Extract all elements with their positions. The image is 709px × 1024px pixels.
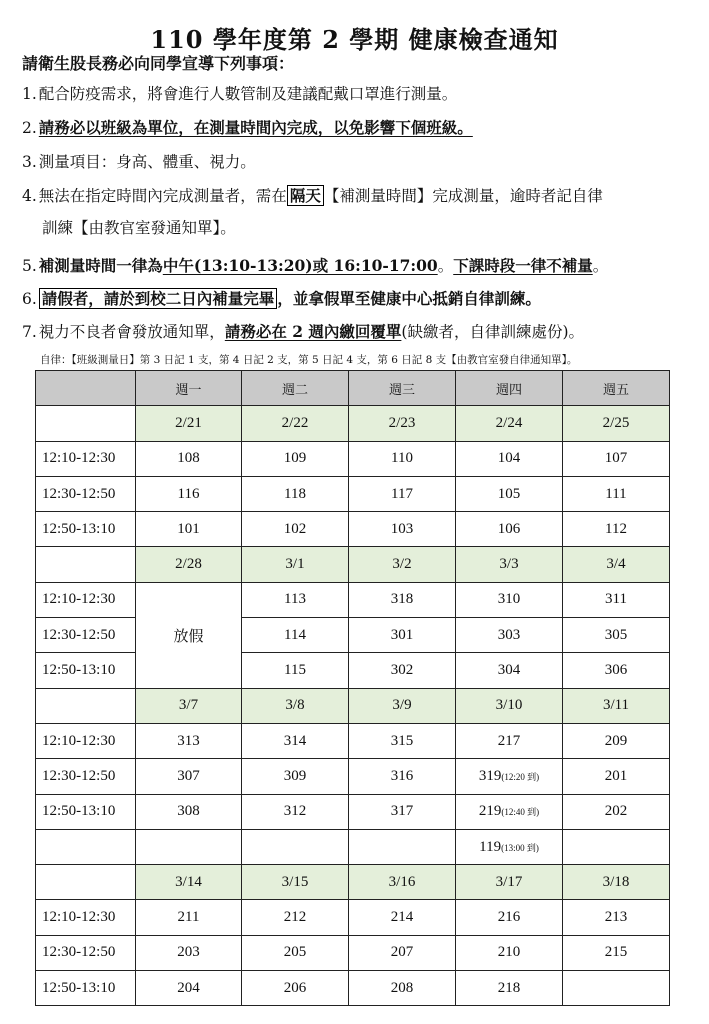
date-cell: 3/9 bbox=[349, 688, 456, 723]
class-cell: 117 bbox=[349, 476, 456, 511]
rule-text: 訓練【由教官室發通知單】。 bbox=[42, 219, 236, 237]
table-row bbox=[36, 512, 670, 547]
rule-number: 7. bbox=[22, 323, 37, 341]
rule-3 bbox=[22, 152, 256, 172]
class-cell bbox=[456, 759, 563, 794]
class-cell: 211 bbox=[136, 900, 242, 935]
rule-boxed-text: 隔天 bbox=[287, 185, 324, 206]
rule-number: 4. bbox=[22, 187, 37, 205]
rule-number: 3. bbox=[22, 153, 37, 171]
table-row bbox=[36, 829, 670, 864]
class-cell: 102 bbox=[242, 512, 349, 547]
class-cell: 212 bbox=[242, 900, 349, 935]
class-cell: 207 bbox=[349, 935, 456, 970]
rule-6 bbox=[22, 289, 541, 309]
weekday-header: 週二 bbox=[242, 371, 349, 406]
class-cell: 316 bbox=[349, 759, 456, 794]
date-cell: 3/18 bbox=[563, 865, 670, 900]
class-cell: 305 bbox=[563, 618, 670, 653]
document-title: 110 學年度第 2 學期 健康檢查通知 bbox=[150, 25, 559, 54]
class-cell: 213 bbox=[563, 900, 670, 935]
date-row-blank bbox=[36, 547, 136, 582]
arrival-note: (13:00 到) bbox=[501, 842, 539, 853]
rule-text: 視力不良者會發放通知單， bbox=[38, 323, 225, 341]
date-cell: 3/2 bbox=[349, 547, 456, 582]
rule-number: 1. bbox=[22, 85, 37, 103]
class-cell: 201 bbox=[563, 759, 670, 794]
time-slot: 12:10-12:30 bbox=[36, 900, 136, 935]
table-row bbox=[36, 935, 670, 970]
rule-number: 5. bbox=[22, 257, 37, 275]
rule-2 bbox=[22, 118, 473, 138]
table-row bbox=[36, 971, 670, 1006]
rule-text: 請務必以班級為單位，在測量時間內完成，以免影響下個班級。 bbox=[38, 118, 473, 137]
class-cell: 106 bbox=[456, 512, 563, 547]
class-cell: 217 bbox=[456, 723, 563, 758]
date-row-blank bbox=[36, 865, 136, 900]
class-cell bbox=[136, 829, 242, 864]
time-slot: 12:30-12:50 bbox=[36, 935, 136, 970]
class-cell: 313 bbox=[136, 723, 242, 758]
table-row bbox=[36, 618, 670, 653]
date-cell: 2/22 bbox=[242, 406, 349, 441]
rule-number: 2. bbox=[22, 119, 37, 137]
rule-1 bbox=[22, 84, 457, 104]
weekday-header: 週五 bbox=[563, 371, 670, 406]
rule-text: 。 bbox=[437, 257, 454, 275]
date-cell: 2/23 bbox=[349, 406, 456, 441]
class-cell: 318 bbox=[349, 582, 456, 617]
time-slot: 12:50-13:10 bbox=[36, 653, 136, 688]
time-slot: 12:10-12:30 bbox=[36, 582, 136, 617]
date-cell: 2/21 bbox=[136, 406, 242, 441]
class-cell: 203 bbox=[136, 935, 242, 970]
class-cell: 310 bbox=[456, 582, 563, 617]
class-cell: 303 bbox=[456, 618, 563, 653]
class-cell: 216 bbox=[456, 900, 563, 935]
rule-text: 測量項目：身高、體重、視力。 bbox=[38, 153, 256, 171]
class-cell: 214 bbox=[349, 900, 456, 935]
table-row bbox=[36, 441, 670, 476]
date-row-blank bbox=[36, 406, 136, 441]
intro-text: 請衛生股長務必向同學宣導下列事項： bbox=[22, 54, 295, 73]
class-cell: 114 bbox=[242, 618, 349, 653]
table-row bbox=[36, 900, 670, 935]
class-number: 319 bbox=[478, 767, 502, 784]
weekday-header: 週三 bbox=[349, 371, 456, 406]
rule-text: (缺繳者，自律訓練處份)。 bbox=[401, 323, 585, 341]
class-cell: 105 bbox=[456, 476, 563, 511]
class-cell: 204 bbox=[136, 971, 242, 1006]
date-row bbox=[36, 547, 670, 582]
table-row bbox=[36, 794, 670, 829]
class-cell: 101 bbox=[136, 512, 242, 547]
class-cell: 304 bbox=[456, 653, 563, 688]
class-cell: 301 bbox=[349, 618, 456, 653]
rule-text: 請務必在 2 週內繳回覆單 bbox=[224, 322, 402, 341]
date-cell: 3/4 bbox=[563, 547, 670, 582]
class-cell: 103 bbox=[349, 512, 456, 547]
class-cell: 108 bbox=[136, 441, 242, 476]
class-cell: 218 bbox=[456, 971, 563, 1006]
date-cell: 3/17 bbox=[456, 865, 563, 900]
rule-text: 下課時段一律不補量 bbox=[453, 256, 593, 275]
class-cell bbox=[563, 971, 670, 1006]
class-cell: 109 bbox=[242, 441, 349, 476]
class-cell: 306 bbox=[563, 653, 670, 688]
class-cell: 111 bbox=[563, 476, 670, 511]
table-row bbox=[36, 759, 670, 794]
rule-4-continued bbox=[42, 218, 236, 238]
time-slot: 12:50-13:10 bbox=[36, 971, 136, 1006]
class-cell bbox=[563, 829, 670, 864]
class-cell: 113 bbox=[242, 582, 349, 617]
class-cell: 116 bbox=[136, 476, 242, 511]
time-slot bbox=[36, 829, 136, 864]
rule-text: 中午(13:10-13:20)或 16:10-17:00 bbox=[162, 256, 438, 275]
time-slot: 12:30-12:50 bbox=[36, 759, 136, 794]
class-cell: 315 bbox=[349, 723, 456, 758]
rule-text: ，並拿假單至健康中心抵銷自律訓練。 bbox=[277, 289, 541, 308]
date-cell: 3/3 bbox=[456, 547, 563, 582]
date-cell: 3/8 bbox=[242, 688, 349, 723]
class-cell bbox=[456, 794, 563, 829]
time-slot: 12:50-13:10 bbox=[36, 794, 136, 829]
class-cell: 112 bbox=[563, 512, 670, 547]
class-cell: 104 bbox=[456, 441, 563, 476]
rule-7 bbox=[22, 322, 584, 342]
class-cell: 311 bbox=[563, 582, 670, 617]
class-cell: 215 bbox=[563, 935, 670, 970]
rule-text: 。 bbox=[592, 257, 609, 275]
discipline-note: 自律：【班級測量日】第 3 日記 1 支，第 4 日記 2 支，第 5 日記 4 支，第 6 日記 8 支【由教官室發自律通知單】。 bbox=[40, 354, 578, 366]
class-number: 119 bbox=[479, 838, 502, 855]
holiday-cell: 放假 bbox=[136, 582, 242, 688]
class-cell: 317 bbox=[349, 794, 456, 829]
date-cell: 2/28 bbox=[136, 547, 242, 582]
class-cell: 307 bbox=[136, 759, 242, 794]
date-cell: 3/10 bbox=[456, 688, 563, 723]
time-slot: 12:50-13:10 bbox=[36, 512, 136, 547]
date-cell: 3/1 bbox=[242, 547, 349, 582]
class-cell: 115 bbox=[242, 653, 349, 688]
weekday-header: 週一 bbox=[136, 371, 242, 406]
class-cell bbox=[242, 829, 349, 864]
schedule-table bbox=[35, 370, 670, 1006]
rule-text: 配合防疫需求，將會進行人數管制及建議配戴口罩進行測量。 bbox=[38, 85, 458, 103]
class-cell: 107 bbox=[563, 441, 670, 476]
table-row bbox=[36, 476, 670, 511]
class-cell: 110 bbox=[349, 441, 456, 476]
class-cell bbox=[349, 829, 456, 864]
date-cell: 2/24 bbox=[456, 406, 563, 441]
class-cell: 302 bbox=[349, 653, 456, 688]
date-row-blank bbox=[36, 688, 136, 723]
date-row bbox=[36, 406, 670, 441]
rule-4 bbox=[22, 186, 603, 206]
class-cell: 210 bbox=[456, 935, 563, 970]
class-cell: 309 bbox=[242, 759, 349, 794]
weekday-header-row bbox=[36, 371, 670, 406]
arrival-note: (12:40 到) bbox=[501, 807, 540, 818]
date-cell: 3/11 bbox=[563, 688, 670, 723]
rule-boxed-text: 請假者，請於到校二日內補量完畢 bbox=[39, 288, 278, 309]
rule-number: 6. bbox=[22, 290, 37, 308]
date-cell: 3/16 bbox=[349, 865, 456, 900]
class-cell: 209 bbox=[563, 723, 670, 758]
date-cell: 3/15 bbox=[242, 865, 349, 900]
class-cell: 208 bbox=[349, 971, 456, 1006]
class-number: 219 bbox=[478, 803, 502, 820]
date-row bbox=[36, 865, 670, 900]
time-slot: 12:30-12:50 bbox=[36, 618, 136, 653]
table-row bbox=[36, 723, 670, 758]
date-cell: 3/14 bbox=[136, 865, 242, 900]
table-row bbox=[36, 653, 670, 688]
date-row bbox=[36, 688, 670, 723]
rule-text: 【補測量時間】完成測量，逾時者記自律 bbox=[323, 187, 603, 205]
time-slot: 12:10-12:30 bbox=[36, 723, 136, 758]
class-cell: 206 bbox=[242, 971, 349, 1006]
weekday-header: 週四 bbox=[456, 371, 563, 406]
class-cell: 308 bbox=[136, 794, 242, 829]
arrival-note: (12:20 到) bbox=[501, 771, 540, 782]
rule-text: 補測量時間一律為 bbox=[38, 256, 163, 275]
class-cell: 312 bbox=[242, 794, 349, 829]
class-cell: 202 bbox=[563, 794, 670, 829]
time-slot: 12:10-12:30 bbox=[36, 441, 136, 476]
date-cell: 2/25 bbox=[563, 406, 670, 441]
corner-cell bbox=[36, 371, 136, 406]
time-slot: 12:30-12:50 bbox=[36, 476, 136, 511]
class-cell: 314 bbox=[242, 723, 349, 758]
class-cell: 205 bbox=[242, 935, 349, 970]
table-row bbox=[36, 582, 670, 617]
rule-text: 無法在指定時間內完成測量者，需在 bbox=[38, 187, 287, 205]
class-cell bbox=[456, 829, 563, 864]
class-cell: 118 bbox=[242, 476, 349, 511]
date-cell: 3/7 bbox=[136, 688, 242, 723]
rule-5 bbox=[22, 256, 608, 276]
